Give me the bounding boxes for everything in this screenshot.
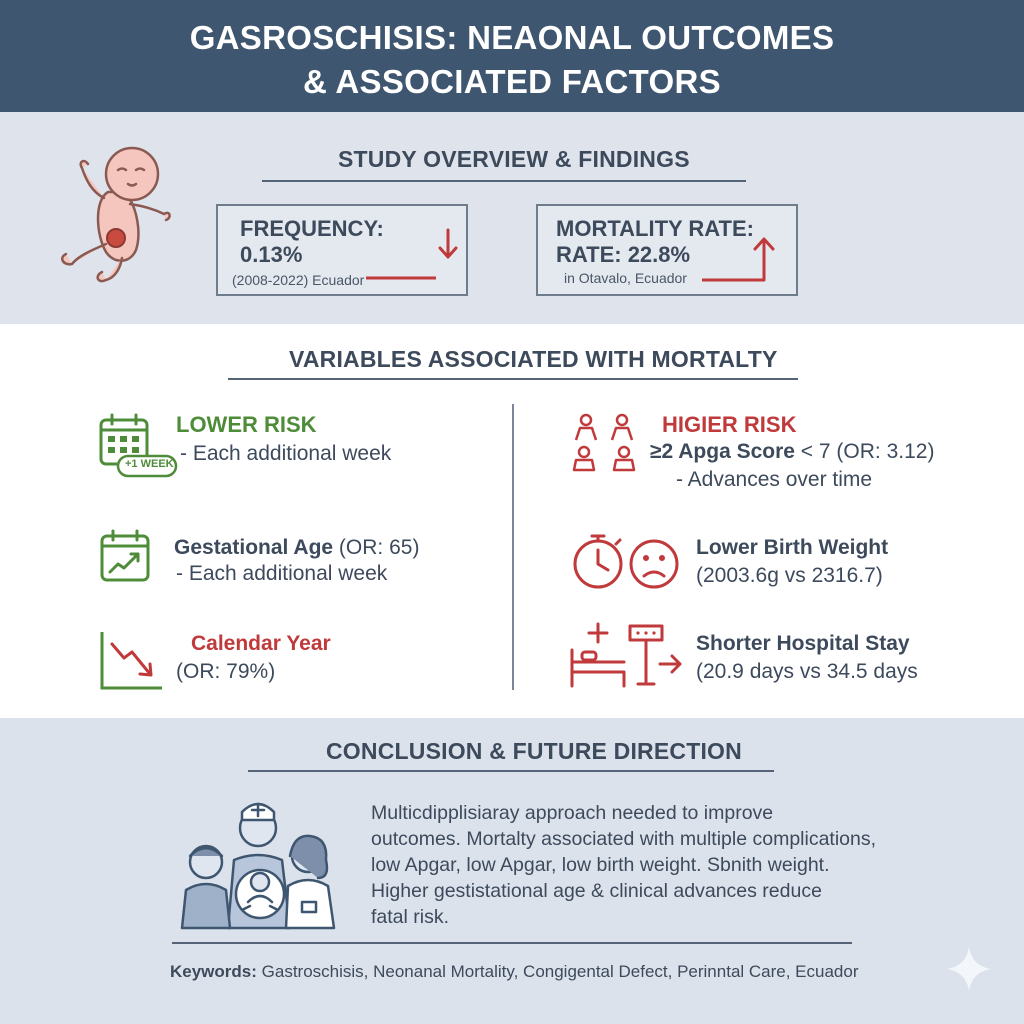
conclusion-line-1: Multicdipplisiaray approach needed to improve	[371, 802, 774, 824]
higher-risk-subdetail: - Advances over time	[676, 468, 873, 491]
frequency-value: 0.13%	[240, 242, 303, 267]
gestational-age-title: Gestational Age	[174, 536, 334, 559]
page-header	[0, 0, 1024, 112]
variables-title-rule	[228, 378, 798, 380]
birth-weight-detail: (2003.6g vs 2316.7)	[696, 564, 883, 587]
calendar-year-title: Calendar Year	[191, 632, 331, 655]
conclusion-line-4: Higher gestistational age & clinical advances reduce	[371, 880, 822, 902]
variables-title: VARIABLES ASSOCIATED WITH MORTALTY	[289, 346, 778, 372]
frequency-label: FREQUENCY:	[240, 216, 384, 241]
mortality-label: MORTALITY RATE:	[556, 216, 754, 241]
stopwatch-sad-face-icon	[572, 530, 682, 592]
people-group-icon	[570, 412, 642, 474]
birth-weight-title: Lower Birth Weight	[696, 536, 889, 559]
sparkle-icon	[944, 944, 994, 994]
down-arrow-icon	[358, 226, 458, 286]
conclusion-line-3: low Apgar, low Apgar, low birth weight. Sbnith weight.	[371, 854, 830, 876]
declining-chart-icon	[98, 630, 166, 692]
page-title-line-1: GASROSCHISIS: NEAONAL OUTCOMES	[189, 19, 835, 56]
mortality-card	[536, 204, 798, 296]
up-arrow-icon	[698, 232, 778, 286]
baby-illustration-icon	[44, 140, 184, 290]
mortality-value: RATE: 22.8%	[556, 242, 691, 267]
apgar-score-or: < 7 (OR: 3.12)	[794, 440, 935, 463]
conclusion-line-5: fatal risk.	[371, 906, 450, 928]
conclusion-line-2: outcomes. Mortalty associated with multiple complications,	[371, 828, 877, 850]
frequency-card	[216, 204, 468, 296]
keywords-rule	[172, 942, 852, 944]
conclusion-title-rule	[248, 770, 774, 772]
calendar-year-detail: (OR: 79%)	[176, 660, 276, 683]
mortality-note: in Otavalo, Ecuador	[564, 270, 687, 286]
column-divider	[512, 404, 514, 690]
calendar-trend-icon	[98, 528, 154, 584]
lower-risk-heading: LOWER RISK	[176, 412, 317, 437]
keywords-line	[170, 962, 859, 982]
keywords-list: Gastroschisis, Neonanal Mortality, Congigental Defect, Perinntal Care, Ecuador	[256, 962, 859, 981]
conclusion-title: CONCLUSION & FUTURE DIRECTION	[326, 738, 742, 764]
gestational-age-line	[174, 536, 419, 560]
gestational-age-or: (OR: 65)	[333, 536, 420, 559]
lower-risk-detail: - Each additional week	[180, 442, 392, 465]
medical-team-family-icon	[178, 790, 348, 930]
hospital-bed-icon	[568, 620, 688, 692]
hospital-stay-detail: (20.9 days vs 34.5 days	[696, 660, 918, 683]
frequency-note: (2008-2022) Ecuador	[232, 272, 365, 288]
hospital-stay-title: Shorter Hospital Stay	[696, 632, 910, 655]
keywords-label: Keywords:	[170, 962, 257, 981]
higher-risk-detail	[650, 440, 934, 464]
overview-title: STUDY OVERVIEW & FINDINGS	[338, 146, 690, 172]
overview-title-rule	[262, 180, 746, 182]
week-badge-label: +1 WEEK	[125, 458, 174, 470]
higher-risk-heading: HIGIER RISK	[662, 412, 797, 437]
gestational-age-detail: - Each additional week	[176, 562, 388, 585]
conclusion-paragraph	[371, 800, 877, 930]
page-title-line-2: & ASSOCIATED FACTORS	[303, 63, 721, 100]
apgar-score-label: ≥2 Apga Score	[650, 440, 795, 463]
